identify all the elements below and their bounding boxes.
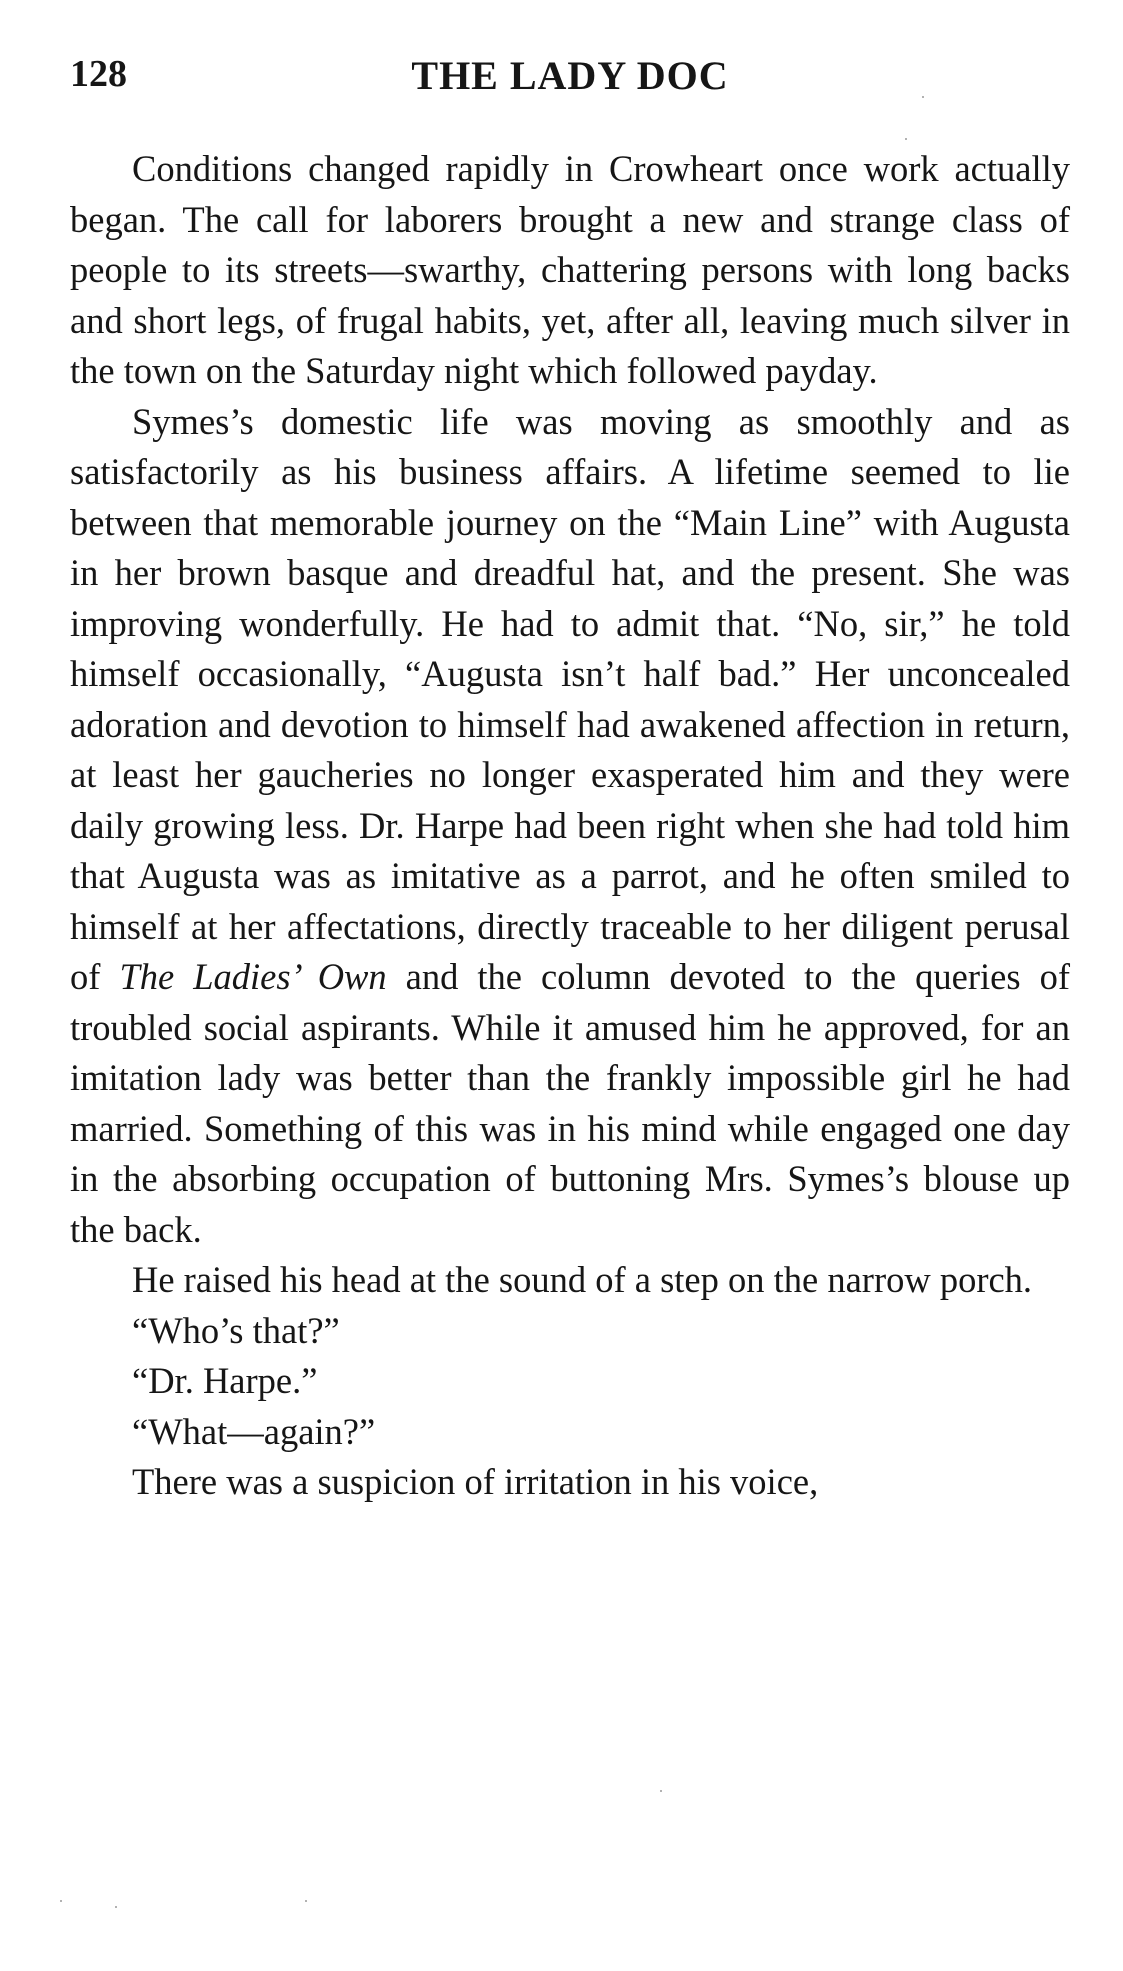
running-head: THE LADY DOC: [411, 53, 729, 98]
scan-speck: [660, 1790, 662, 1792]
paragraph-2-text-b: and the column devoted to the queries of troubled social aspirants. While it amused him he approved, for an imitation lady was better than the frankly impossible girl he had married. Something of this was in his mind while engaged one day in the absorbing occupation of buttoning Mrs. Symes’s blouse up the back.: [70, 956, 1070, 1250]
dialog-line-2: “Dr. Harpe.”: [132, 1360, 318, 1401]
dialog-line-3: “What—again?”: [132, 1410, 376, 1452]
scan-speck: [115, 1906, 117, 1908]
paragraph-7: There was a suspicion of irritation in his voice,: [132, 1461, 819, 1502]
scan-speck: [305, 1900, 307, 1902]
paragraph-3: He raised his head at the sound of a step on the narrow porch.: [132, 1259, 1033, 1300]
page-header: [70, 52, 1070, 112]
paragraph-1: Conditions changed rapidly in Crowheart once work actually began. The call for laborers brought a new and strange class of people to its streets—swarthy, chattering persons with long backs and short legs, of frugal habits, yet, after all, leaving much silver in the town on the Saturday night which followed payday.: [70, 148, 1070, 391]
scan-speck: [905, 138, 907, 140]
paragraph-2: [70, 397, 1070, 1256]
paragraph-2-text-a: Symes’s domestic life was moving as smoothly and as satisfactorily as his business affairs. A lifetime seemed to lie between that memorable journey on the “Main Line” with Augusta in her brown basque and dreadful hat, and the present. She was improving wonderfully. He had to admit that. “No, sir,” he told himself occasionally, “Augusta isn’t half bad.” Her unconcealed adoration and devotion to himself had awakened affection in return, at least her gaucheries no longer exasperated him and they were daily growing less. Dr. Harpe had been right when she had told him that Augusta was as imitative as a parrot, and he often smiled to himself at her affectations, directly traceable to her diligent perusal of: [70, 400, 1070, 997]
scan-speck: [922, 96, 924, 98]
dialog-line-1: “Who’s that?”: [132, 1309, 340, 1351]
page-number: 128: [70, 53, 127, 95]
body-text: [70, 144, 1070, 1508]
scan-speck: [60, 1900, 62, 1902]
magazine-title: The Ladies’ Own: [119, 956, 387, 997]
